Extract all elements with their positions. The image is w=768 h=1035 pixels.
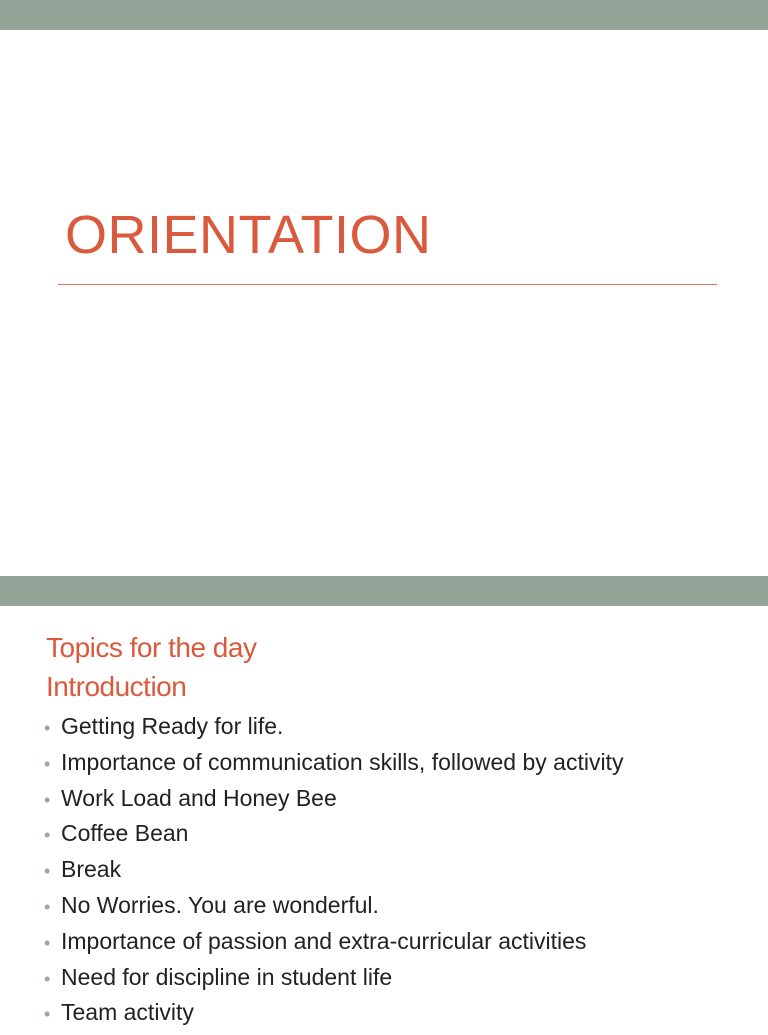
bullet-icon: • <box>44 896 51 917</box>
bullet-icon: • <box>44 1004 51 1025</box>
title-underline <box>58 284 717 285</box>
heading-line-2: Introduction <box>46 671 187 702</box>
list-item: • No Worries. You are wonderful. <box>44 891 379 918</box>
list-item: • Coffee Bean <box>44 820 189 847</box>
bullet-icon: • <box>44 718 51 738</box>
heading-line-1: Topics for the day <box>46 632 257 663</box>
bullet-icon: • <box>44 789 51 810</box>
list-item: • Getting Ready for life. <box>44 713 284 739</box>
list-item: • Importance of passion and extra-curricular activities <box>44 927 587 954</box>
bullet-icon: • <box>44 932 51 953</box>
bullet-icon: • <box>44 825 51 846</box>
bullet-icon: • <box>44 968 51 989</box>
bullet-icon: • <box>44 753 51 774</box>
topic-list <box>44 713 623 1035</box>
bullet-icon: • <box>44 861 51 882</box>
list-item: • Need for discipline in student life <box>44 963 393 990</box>
list-item: • Team activity <box>44 999 194 1026</box>
slide1-top-band <box>0 0 768 30</box>
list-item: • Break <box>44 856 122 883</box>
list-item: • Work Load and Honey Bee <box>44 784 337 811</box>
slide2-heading <box>46 628 256 706</box>
slide1-title: ORIENTATION <box>65 205 432 265</box>
list-item: • Importance of communication skills, followed by activity <box>44 748 624 775</box>
slide2-top-band <box>0 576 768 606</box>
